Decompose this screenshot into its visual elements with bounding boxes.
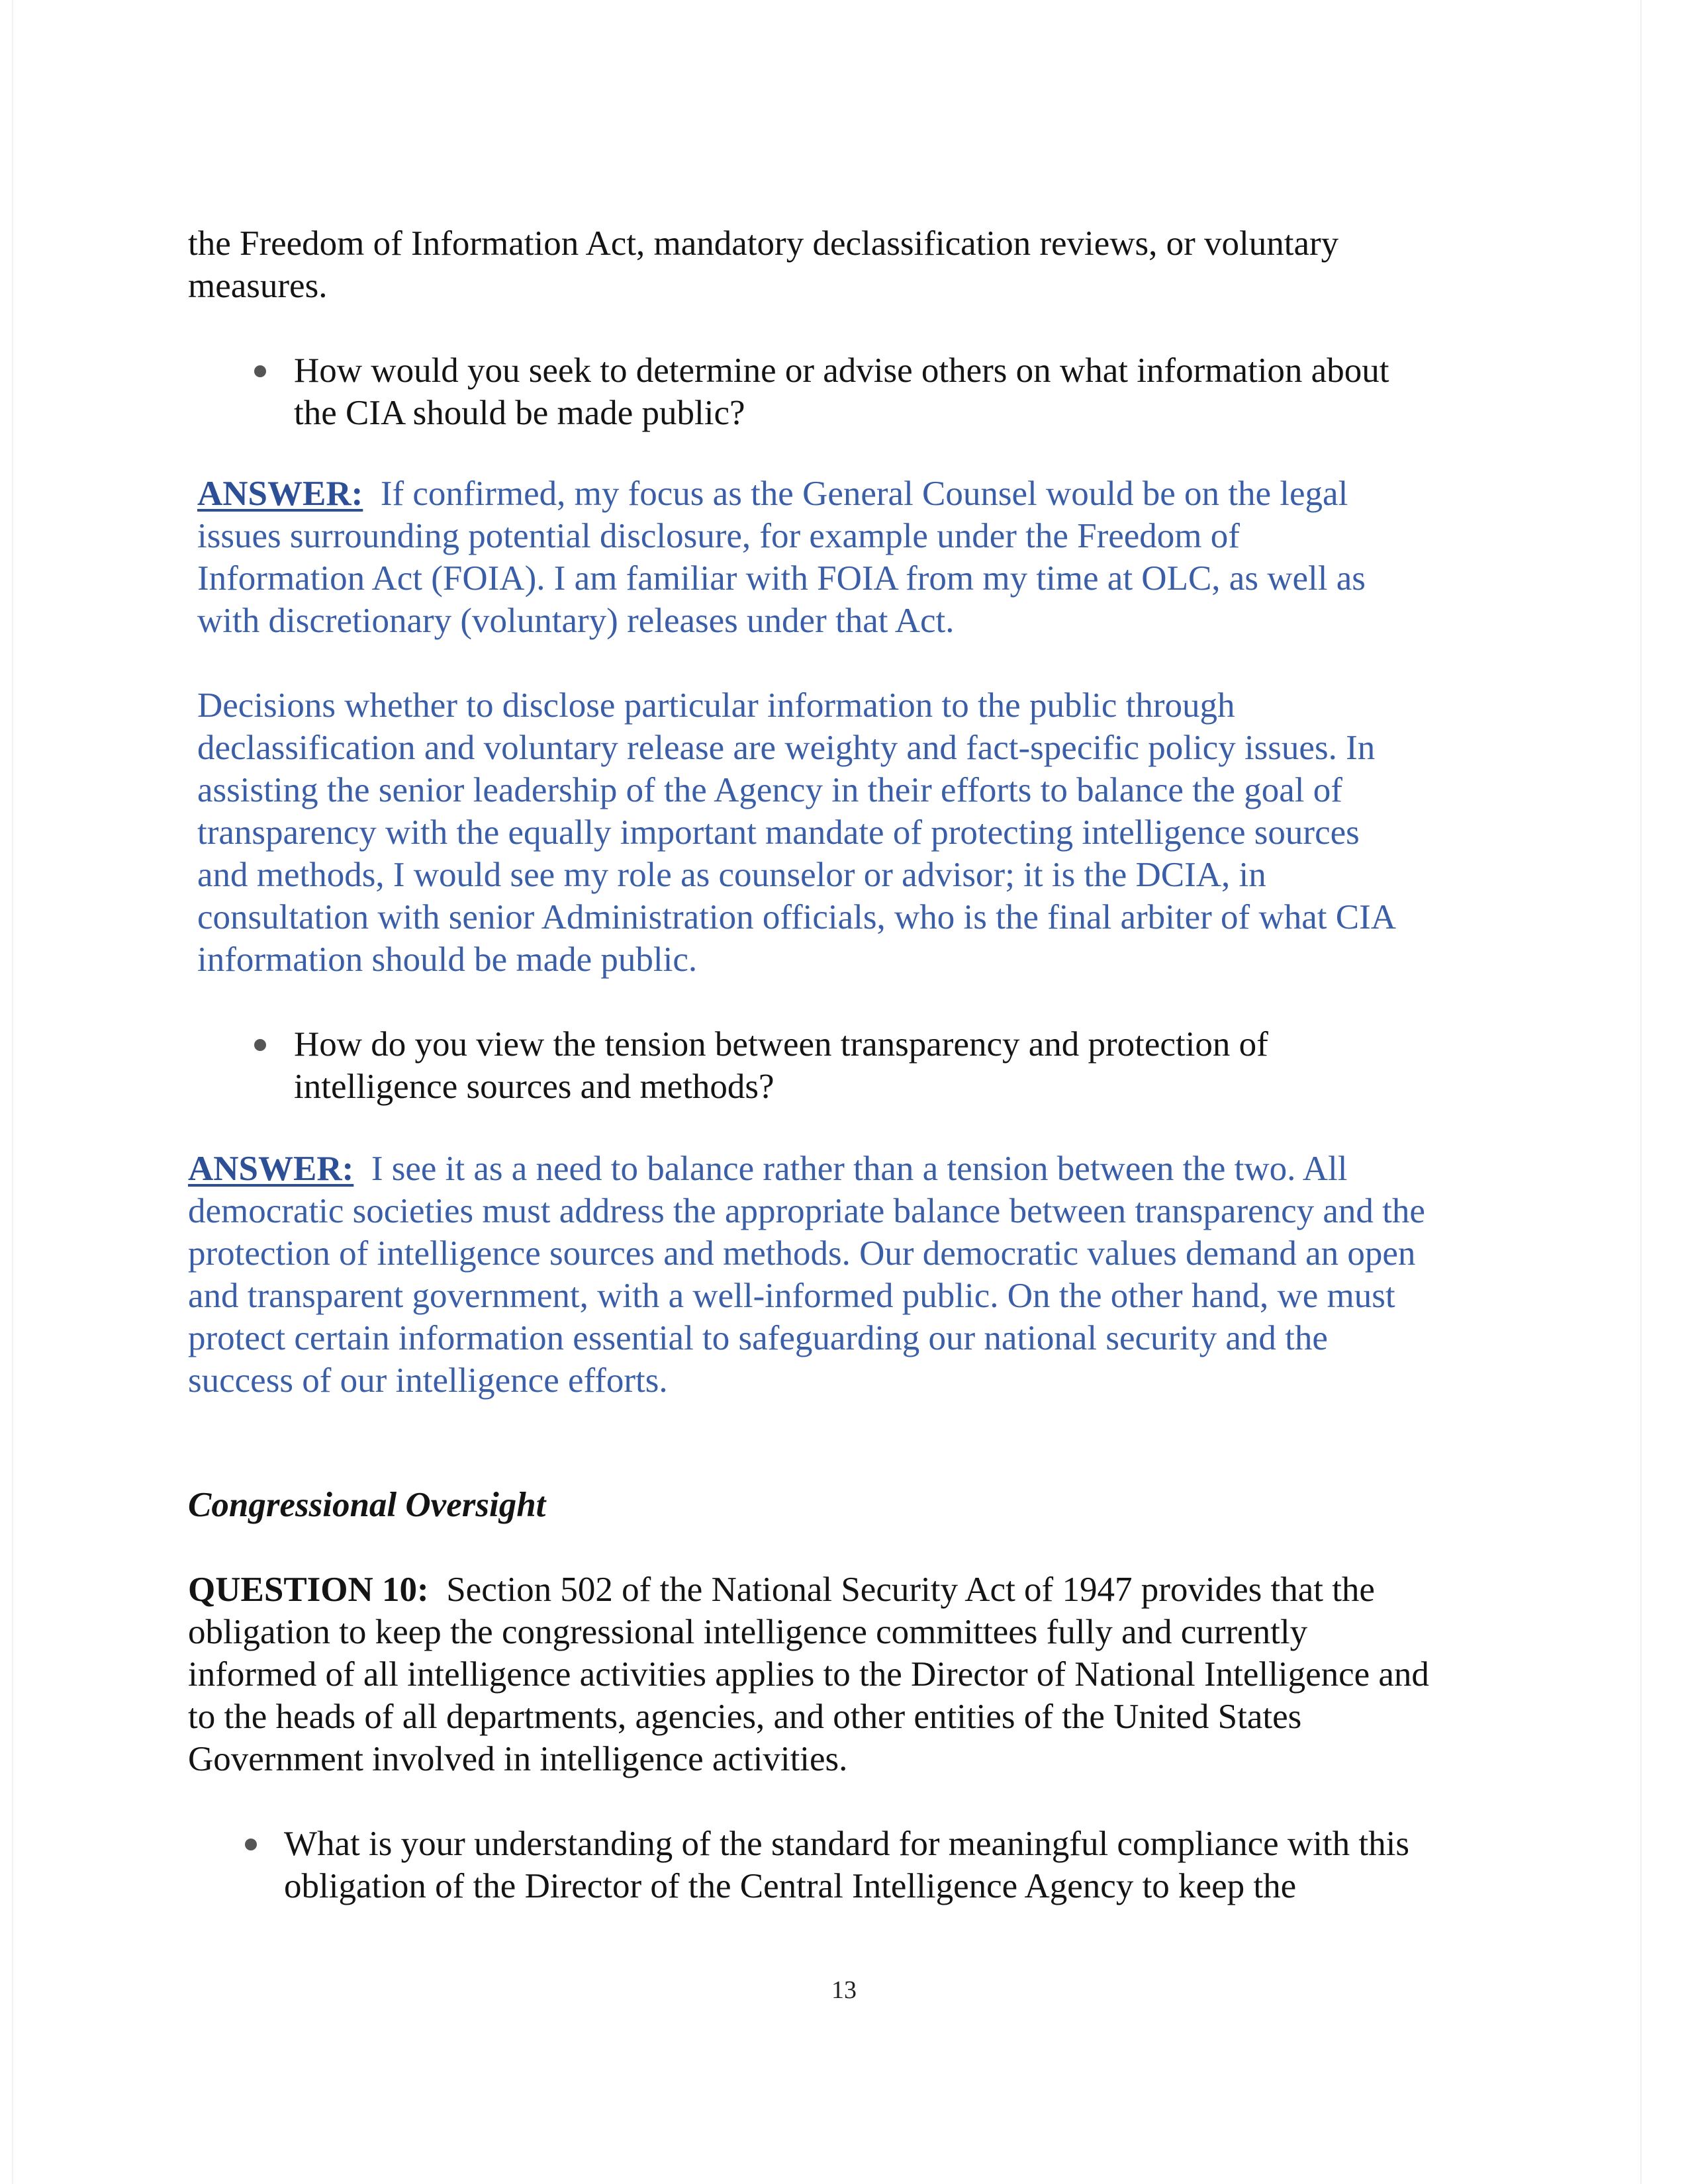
page-edge-right [1640,0,1642,2184]
page-edge-left [12,0,13,2184]
bullet-question-2 [188,1023,1419,1108]
answer-paragraph [188,1148,1426,1402]
answer-label: ANSWER: [188,1150,354,1188]
bullet-icon [254,1039,266,1051]
bullet-icon [245,1839,257,1850]
document-body [188,222,1446,1907]
bullet-icon [254,365,266,377]
answer-paragraph: Decisions whether to disclose particular information to the public through declassification and voluntary release are weighty and fact-specific policy issues. In assisting the senior leadership of the Agency in their efforts to balance the goal of transparency with the equally important mandate of protecting intelligence sources and methods, I would see my role as counselor or advisor; it is the DCIA, in consultation with senior Administration officials, who is the final arbiter of what CIA information should be made public. [197,686,1395,979]
question-text: What is your understanding of the standard for meaningful compliance with this obligation of the Director of the Central Intelligence Agency to keep the [284,1825,1409,1905]
answer-text: If confirmed, my focus as the General Counsel would be on the legal issues surrounding potential disclosure, for example under the Freedom of Information Act (FOIA). I am familiar with FOIA from my time at OLC, as well as with discretionary (voluntary) releases under that Act. [197,475,1366,640]
question-text: Section 502 of the National Security Act of 1947 provides that the obligation to keep the congressional intelligence committees fully and currently informed of all intelligence activities applies to the Director of National Intelligence and to the heads of all departments, agencies, and other entities of the United States Government involved in intelligence activities. [188,1570,1429,1778]
bullet-question-10-1 [188,1823,1449,1907]
answer-1 [188,473,1415,981]
question-label: QUESTION 10: [188,1570,429,1609]
answer-paragraph [197,473,1415,642]
answer-label: ANSWER: [197,475,363,513]
section-heading: Congressional Oversight [188,1486,546,1524]
page-number: 13 [831,1976,857,2004]
answer-2 [188,1148,1426,1402]
intro-paragraph: the Freedom of Information Act, mandatory declassification reviews, or voluntary measures. [188,224,1339,305]
question-text: How would you seek to determine or advise others on what information about the CIA should be made public? [294,351,1389,432]
question-10 [188,1569,1432,1780]
bullet-question-1 [188,349,1432,434]
question-text: How do you view the tension between transparency and protection of intelligence sources and methods? [294,1025,1268,1106]
answer-text: I see it as a need to balance rather than a tension between the two. All democratic societies must address the appropriate balance between transparency and the protection of intelligence sources and methods. Our democratic values demand an open and transparent government, with a well-informed public. On the other hand, we must protect certain information essential to safeguarding our national security and the success of our intelligence efforts. [188,1150,1425,1400]
